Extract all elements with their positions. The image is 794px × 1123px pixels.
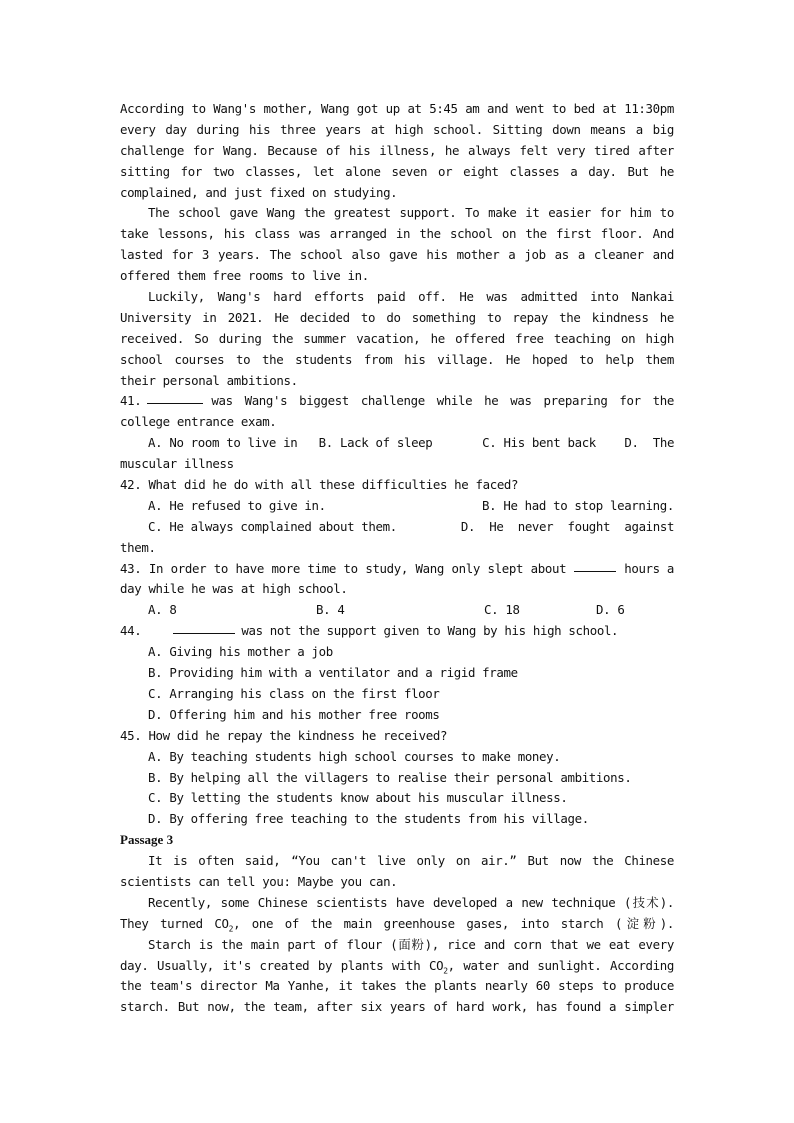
passage2-p1-line: every day during his three years at high school. Sitting down means a big (120, 121, 674, 137)
passage3-p3-line (120, 956, 674, 977)
passage2-p1-line: According to Wang's mother, Wang got up at 5:45 am and went to bed at 11:30pm (120, 101, 674, 116)
option-b: B. He had to stop learning. (482, 497, 674, 513)
passage2-p2-line: The school gave Wang the greatest support. To make it easier for him to (148, 205, 674, 221)
passage3-p3-line: the team's director Ma Yanhe, it takes the plants nearly 60 steps to produce (120, 978, 674, 994)
question-text: 43. In order to have more time to study, Wang only slept about (120, 560, 567, 576)
passage2-p3-line: University in 2021. He decided to do something to repay the kindness he (120, 309, 674, 325)
text-segment: day. Usually, it's created by plants with CO (120, 957, 444, 973)
question-44 (120, 621, 674, 642)
passage2-p2-line: take lessons, his class was arranged in the school on the first floor. And (120, 226, 674, 242)
question-41-cont: college entrance exam. (120, 414, 277, 430)
option-b: B. By helping all the villagers to realise their personal ambitions. (148, 769, 632, 785)
question-42: 42. What did he do with all these difficulties he faced? (120, 477, 519, 493)
passage3-p1-line: scientists can tell you: Maybe you can. (120, 873, 398, 889)
passage2-p3-line: school courses to the students from his village. He hoped to help them (120, 351, 674, 367)
text-segment: , one of the main greenhouse gases, into starch (淀粉). (233, 915, 674, 931)
passage2-p3-line: received. So during the summer vacation, he offered free teaching on high (120, 330, 674, 346)
question-42-options-cd: C. He always complained about them. D. He never fought against (148, 518, 675, 534)
option-b: B. Providing him with a ventilator and a rigid frame (148, 665, 518, 681)
passage2-p3-line: Luckily, Wang's hard efforts paid off. He was admitted into Nankai (148, 289, 674, 305)
question-41-options: A. No room to live in B. Lack of sleep C. His bent back D. The (148, 435, 675, 451)
option-d: D. Offering him and his mother free rooms (148, 706, 440, 722)
passage2-p1-line: challenge for Wang. Because of his illness, he always felt very tired after (120, 142, 674, 158)
passage2-p2-line: lasted for 3 years. The school also gave his mother a job as a cleaner and (120, 247, 674, 263)
passage2-p1-line: sitting for two classes, let alone seven or eight classes a day. But he (120, 163, 674, 179)
option-d: D. By offering free teaching to the students from his village. (148, 811, 589, 827)
passage3-p3-line: Starch is the main part of flour (面粉), rice and corn that we eat every (148, 936, 674, 952)
option-a: A. Giving his mother a job (148, 644, 333, 660)
option-a: A. By teaching students high school courses to make money. (148, 748, 561, 764)
question-text-end: hours a (624, 560, 674, 576)
question-42-options-wrap: them. (120, 539, 156, 555)
option-c: C. Arranging his class on the first floor (148, 685, 440, 701)
subscript: 2 (228, 924, 234, 934)
passage3-p1-line: It is often said, “You can't live only on air.” But now the Chinese (148, 853, 674, 869)
passage3-p3-line: starch. But now, the team, after six years of hard work, has found a simpler (120, 999, 674, 1015)
question-text: was Wang's biggest challenge while he was preparing for the (211, 393, 674, 409)
question-43 (120, 559, 674, 580)
question-text: was not the support given to Wang by his high school. (241, 623, 619, 639)
answer-blank (173, 621, 235, 634)
passage2-p1-line: complained, and just fixed on studying. (120, 184, 398, 200)
option-d: D. 6 (596, 602, 625, 618)
passage2-p2-line: offered them free rooms to live in. (120, 268, 369, 284)
passage2-p3-line: their personal ambitions. (120, 372, 298, 388)
text-segment: , water and sunlight. According (447, 957, 674, 973)
text-segment: They turned CO (120, 915, 229, 931)
option-b: B. 4 (316, 602, 345, 618)
passage3-title: Passage 3 (120, 832, 174, 848)
question-41-options-wrap: muscular illness (120, 456, 234, 472)
question-43-cont: day while he was at high school. (120, 581, 348, 597)
answer-blank (574, 559, 616, 572)
option-c: C. By letting the students know about his muscular illness. (148, 790, 568, 806)
question-number: 41. (120, 393, 142, 409)
question-43-options (120, 600, 674, 621)
question-42-options-ab (120, 496, 674, 517)
option-a: A. 8 (148, 602, 177, 618)
answer-blank (147, 391, 203, 404)
option-a: A. He refused to give in. (148, 497, 326, 513)
passage3-p2-line: Recently, some Chinese scientists have developed a new technique (技术). (148, 894, 674, 910)
question-45: 45. How did he repay the kindness he received? (120, 727, 448, 743)
subscript: 2 (443, 965, 448, 975)
exam-page (120, 99, 674, 1018)
question-41 (120, 391, 674, 412)
passage3-p2-line (120, 914, 674, 935)
question-number: 44. (120, 623, 142, 639)
option-c: C. 18 (484, 602, 520, 618)
